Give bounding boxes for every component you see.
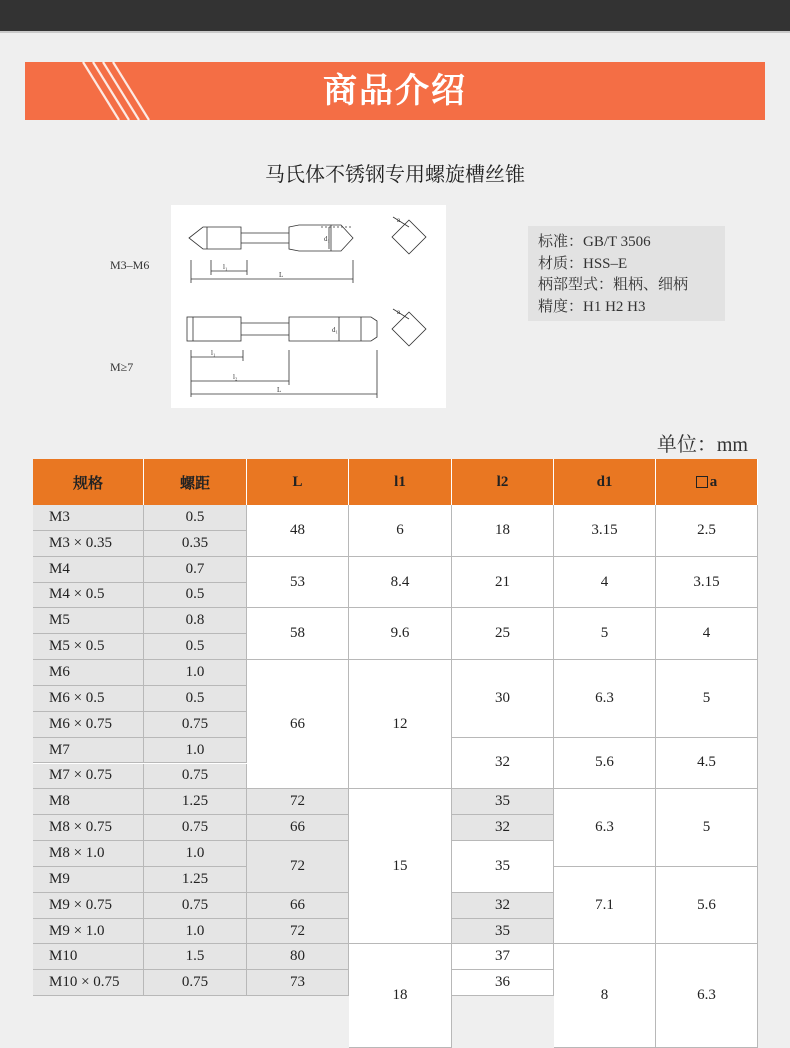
info-standard: 标准：GB/T 3506 [538, 234, 651, 250]
table-cell-spec: M4 [33, 557, 144, 583]
table-cell-l2: 32 [452, 893, 554, 919]
table-cell-spec: M4 × 0.5 [33, 583, 144, 609]
table-cell-d1: 8 [554, 944, 656, 1047]
label-a-small: a [397, 216, 401, 224]
tap-small-thread [189, 227, 241, 249]
table-cell-l1: 6 [349, 505, 452, 557]
table-cell-a: 6.3 [656, 944, 758, 1047]
info-precision: 精度：H1 H2 H3 [538, 298, 646, 315]
table-cell-l2: 30 [452, 660, 554, 738]
table-cell-spec: M6 × 0.75 [33, 712, 144, 738]
table-cell-pitch: 1.0 [144, 738, 247, 764]
label-d1-large: d₁ [332, 326, 338, 334]
table-cell-pitch: 0.75 [144, 970, 247, 996]
table-cell-l2: 35 [452, 841, 554, 893]
table-cell-pitch: 1.0 [144, 660, 247, 686]
header-a [656, 459, 758, 505]
table-cell-l2: 36 [452, 970, 554, 996]
table-cell-l2: 32 [452, 815, 554, 841]
table-cell-l2: 25 [452, 608, 554, 660]
table-cell-pitch: 0.5 [144, 634, 247, 660]
table-cell-pitch: 1.25 [144, 867, 247, 893]
label-l2-large: l₂ [233, 373, 238, 381]
table-cell-spec: M6 [33, 660, 144, 686]
table-cell-pitch: 0.5 [144, 583, 247, 609]
header-l2: l2 [452, 459, 554, 505]
table-cell-spec: M9 [33, 867, 144, 893]
table-cell-spec: M10 [33, 944, 144, 970]
square-section-large [392, 312, 426, 346]
table-cell-a: 4 [656, 608, 758, 660]
banner-title: 商品介绍 [323, 71, 467, 111]
section-banner [25, 62, 765, 120]
tap-small-shank [289, 225, 353, 251]
unit-label: 单位：mm [656, 434, 748, 456]
table-cell-pitch: 0.5 [144, 505, 247, 531]
spec-table [33, 459, 758, 1004]
square-icon [696, 476, 708, 488]
table-cell-l1: 9.6 [349, 608, 452, 660]
header-a-label: a [709, 473, 718, 490]
table-cell-spec: M3 [33, 505, 144, 531]
table-cell-a: 5 [656, 789, 758, 867]
label-d1-small: d₁ [324, 235, 330, 243]
table-cell-spec: M8 × 1.0 [33, 841, 144, 867]
table-cell-spec: M3 × 0.35 [33, 531, 144, 557]
table-cell-d1: 3.15 [554, 505, 656, 557]
table-cell-l2: 32 [452, 738, 554, 790]
table-cell-d1: 5 [554, 608, 656, 660]
table-cell-l: 58 [247, 608, 349, 660]
table-cell-spec: M10 × 0.75 [33, 970, 144, 996]
table-cell-pitch: 0.8 [144, 608, 247, 634]
table-cell-a: 3.15 [656, 557, 758, 609]
header-pitch: 螺距 [144, 459, 247, 505]
top-bar-edge [0, 31, 790, 33]
table-cell-l2: 35 [452, 919, 554, 945]
table-cell-spec: M7 × 0.75 [33, 764, 144, 790]
tap-drawing-svg [171, 205, 446, 408]
info-shank: 柄部型式：粗柄、细柄 [538, 277, 689, 293]
table-cell-pitch: 0.75 [144, 815, 247, 841]
table-cell-a: 2.5 [656, 505, 758, 557]
table-cell-l2: 21 [452, 557, 554, 609]
table-cell-pitch: 0.35 [144, 531, 247, 557]
table-cell-spec: M5 × 0.5 [33, 634, 144, 660]
tap-large-thread [187, 317, 241, 341]
table-cell-l2: 35 [452, 789, 554, 815]
table-cell-l: 80 [247, 944, 349, 970]
table-cell-spec: M5 [33, 608, 144, 634]
table-cell-l: 66 [247, 815, 349, 841]
table-cell-l1: 15 [349, 789, 452, 944]
table-cell-l: 53 [247, 557, 349, 609]
label-L-small: L [279, 271, 284, 279]
table-cell-spec: M8 [33, 789, 144, 815]
table-cell-pitch: 0.75 [144, 764, 247, 790]
range-label-small: M3–M6 [110, 258, 150, 272]
range-label-large: M≥7 [110, 360, 134, 374]
table-cell-spec: M9 × 1.0 [33, 919, 144, 945]
table-cell-d1: 6.3 [554, 789, 656, 867]
header-d1: d1 [554, 459, 656, 505]
table-cell-l2: 37 [452, 944, 554, 970]
table-cell-d1: 7.1 [554, 867, 656, 945]
label-l1-large: l₁ [211, 349, 216, 357]
table-cell-l2: 18 [452, 505, 554, 557]
table-cell-l: 66 [247, 660, 349, 789]
table-cell-spec: M8 × 0.75 [33, 815, 144, 841]
table-cell-pitch: 0.5 [144, 686, 247, 712]
table-cell-pitch: 0.7 [144, 557, 247, 583]
table-cell-pitch: 1.5 [144, 944, 247, 970]
table-cell-spec: M6 × 0.5 [33, 686, 144, 712]
table-cell-l1: 12 [349, 660, 452, 789]
info-material: 材质：HSS–E [538, 255, 628, 272]
table-cell-pitch: 1.25 [144, 789, 247, 815]
table-cell-l: 73 [247, 970, 349, 996]
table-cell-d1: 6.3 [554, 660, 656, 738]
tap-technical-drawing [171, 205, 446, 408]
header-l1: l1 [349, 459, 452, 505]
header-l: L [247, 459, 349, 505]
label-L-large: L [277, 386, 282, 394]
table-cell-pitch: 0.75 [144, 712, 247, 738]
table-cell-a: 4.5 [656, 738, 758, 790]
product-title: 马氏体不锈钢专用螺旋槽丝锥 [265, 162, 525, 186]
table-cell-pitch: 1.0 [144, 919, 247, 945]
table-cell-pitch: 1.0 [144, 841, 247, 867]
table-cell-l: 72 [247, 919, 349, 945]
table-cell-l: 72 [247, 841, 349, 893]
spec-info-box [528, 226, 725, 321]
table-cell-a: 5.6 [656, 867, 758, 945]
table-cell-pitch: 0.75 [144, 893, 247, 919]
table-cell-d1: 5.6 [554, 738, 656, 790]
table-cell-l: 48 [247, 505, 349, 557]
table-cell-l: 72 [247, 789, 349, 815]
top-bar [0, 0, 790, 31]
header-spec: 规格 [33, 459, 144, 505]
table-cell-l: 66 [247, 893, 349, 919]
table-cell-l1: 8.4 [349, 557, 452, 609]
table-cell-a: 5 [656, 660, 758, 738]
table-cell-d1: 4 [554, 557, 656, 609]
table-cell-spec: M7 [33, 738, 144, 764]
table-cell-l1: 18 [349, 944, 452, 1047]
label-a-large: a [397, 308, 401, 316]
label-l1-small: l₁ [223, 263, 228, 271]
table-cell-spec: M9 × 0.75 [33, 893, 144, 919]
square-section-small [392, 220, 426, 254]
